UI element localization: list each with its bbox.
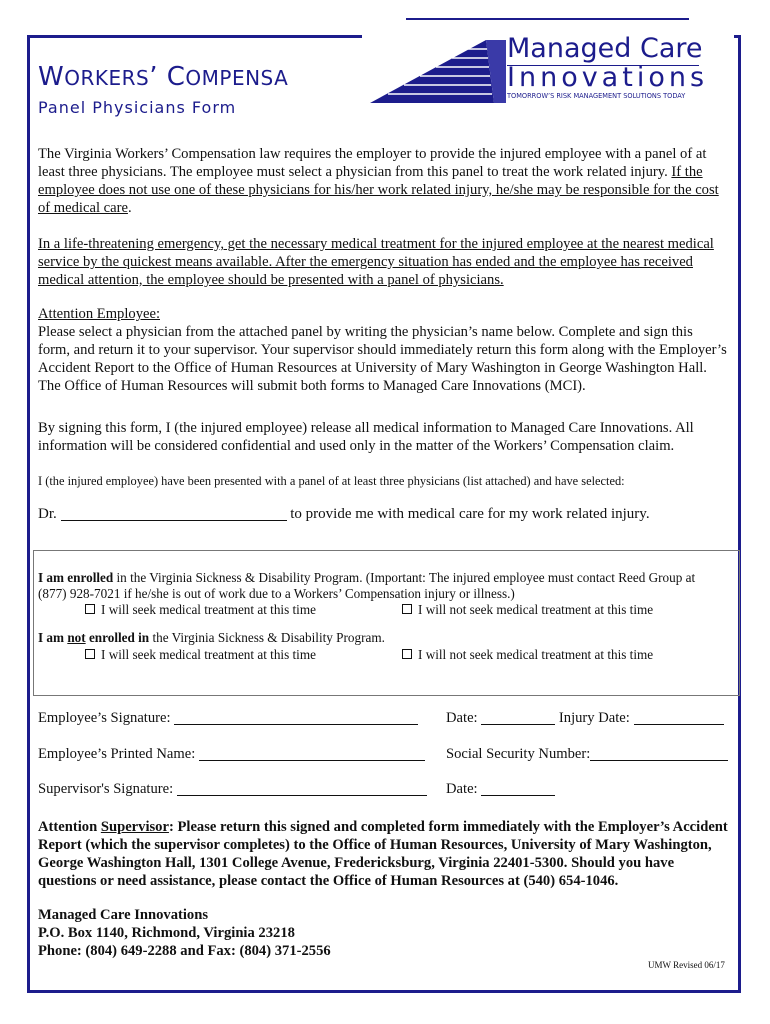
revision-note: UMW Revised 06/17 <box>648 960 725 970</box>
supervisor-signature-row: Supervisor's Signature: <box>38 781 427 798</box>
not-enrolled-seek-option[interactable]: I will seek medical treatment at this time <box>85 647 316 663</box>
employee-signature-row: Employee’s Signature: <box>38 710 418 727</box>
contact-name: Managed Care Innovations <box>38 907 209 923</box>
top-rule <box>406 18 689 20</box>
employee-signature-field[interactable] <box>174 710 418 725</box>
signature-date-field[interactable] <box>481 710 555 725</box>
not-enrolled-seek-checkbox[interactable] <box>85 649 95 659</box>
doctor-selection-row: Dr. to provide me with medical care for my work related injury. <box>38 506 650 522</box>
panel-statement: I (the injured employee) have been presented with a panel of at least three physicians (list attached) and have selected: <box>38 474 625 488</box>
mci-logo-icon <box>368 34 508 104</box>
enrolled-line-2: (877) 928-7021 if he/she is out of work due to a Workers’ Compensation injury or illness.) <box>38 586 515 601</box>
intro-paragraph-1: The Virginia Workers’ Compensation law requires the employer to provide the injured employee with a panel of at least three physicians. The employee must select a physician from this panel to treat the work related injury. If the employee does not use one of these physicians for his/her work related injury, he/she may be responsible for the cost of medical care. <box>38 146 719 216</box>
doctor-name-field[interactable] <box>61 506 287 521</box>
supervisor-signature-field[interactable] <box>177 781 427 796</box>
logo-name-line2: Innovations <box>507 62 709 93</box>
page-title: WORKERS’ COMPENSA <box>38 62 289 92</box>
printed-name-field[interactable] <box>199 746 425 761</box>
date-injury-row: Date: Injury Date: <box>446 710 724 727</box>
employee-instructions: Please select a physician from the attached panel by writing the physician’s name below. Complete and sign this form, and return it to your supervisor. Your supervisor should immediately return this form along with the Employer’s Accident Report to the Office of Human Resources at University of Mary Washington in George Washington Hall. The Office of Human Resources will submit both forms to Managed Care Innovations (MCI). <box>38 324 727 394</box>
supervisor-instructions: Attention Supervisor: Please return this signed and completed form immediately with the Employer’s Accident Report (which the supervisor completes) to the Office of Human Resources, University of Mary Washington, George Washington Hall, 1301 College Avenue, Fredericksburg, Virginia 22401-5300. Should you have questions or need assistance, please contact the Office of Human Resources at (540) 654-1046. <box>38 819 728 889</box>
intro-paragraph-2: In a life-threatening emergency, get the necessary medical treatment for the injured employee at the nearest medical service by the quickest means available. After the emergency situation has ended and the employee has received medical attention, the employee should be presented with a panel of physicians. <box>38 236 714 288</box>
supervisor-date-field[interactable] <box>481 781 555 796</box>
contact-address: P.O. Box 1140, Richmond, Virginia 23218 <box>38 925 295 941</box>
release-statement: By signing this form, I (the injured employee) release all medical information to Managed Care Innovations. All information will be considered confidential and used only in the matter of the Workers’ Compensation claim. <box>38 420 694 454</box>
logo-name-line1: Managed Care <box>507 33 703 64</box>
injury-date-field[interactable] <box>634 710 724 725</box>
ssn-field[interactable] <box>590 746 728 761</box>
attention-employee-heading: Attention Employee: <box>38 306 160 322</box>
enrolled-seek-checkbox[interactable] <box>85 604 95 614</box>
not-enrolled-not-seek-option[interactable]: I will not seek medical treatment at this time <box>402 647 653 663</box>
enrolled-not-seek-option[interactable]: I will not seek medical treatment at this time <box>402 602 653 618</box>
contact-phone-fax: Phone: (804) 649-2288 and Fax: (804) 371-2556 <box>38 943 331 959</box>
enrolled-not-seek-checkbox[interactable] <box>402 604 412 614</box>
not-enrolled-not-seek-checkbox[interactable] <box>402 649 412 659</box>
not-enrolled-line: I am not enrolled in the Virginia Sickness & Disability Program. <box>38 630 385 645</box>
ssn-row: Social Security Number: <box>446 746 728 763</box>
enrolled-seek-option[interactable]: I will seek medical treatment at this time <box>85 602 316 618</box>
supervisor-date-row: Date: <box>446 781 555 798</box>
printed-name-row: Employee’s Printed Name: <box>38 746 425 763</box>
logo-tagline: TOMORROW’S RISK MANAGEMENT SOLUTIONS TODAY <box>507 92 686 100</box>
page-subtitle: Panel Physicians Form <box>38 98 237 117</box>
enrolled-line-1: I am enrolled in the Virginia Sickness & Disability Program. (Important: The injured employee must contact Reed Group at <box>38 570 696 585</box>
